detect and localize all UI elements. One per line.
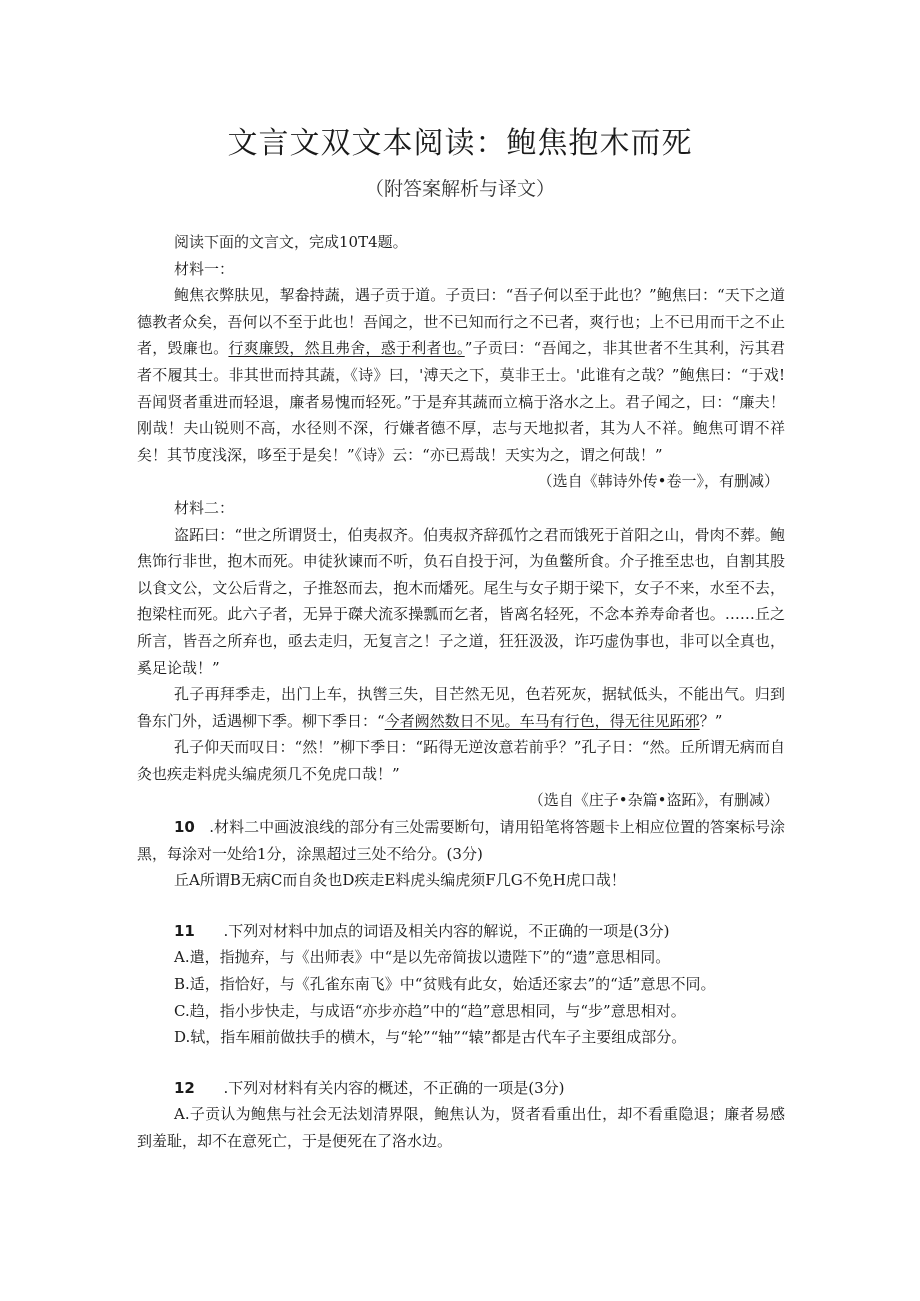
material1-source: （选自《韩诗外传•卷一》，有删减） — [537, 472, 779, 491]
question-11-option-a: A.遣，指抛弃，与《出师表》中“是以先帝简拔以遗陛下”的“遗”意思相同。 — [174, 948, 671, 967]
material2-paragraph-2 — [137, 681, 785, 734]
question-11-number: 11 — [174, 921, 195, 940]
material2-underlined-sentence: 今者阙然数日不见。车马有行色，得无往见跖邪 — [384, 711, 700, 730]
question-11-option-d: D.轼，指车厢前做扶手的横木，与“轮”“轴”“辕”都是古代车子主要组成部分。 — [174, 1028, 687, 1047]
document-body — [137, 229, 785, 1155]
question-10-number: 10 — [174, 818, 195, 837]
question-11-option-c: C.趋，指小步快走，与成语“亦步亦趋”中的“趋”意思相同，与“步”意思相对。 — [174, 1001, 686, 1020]
material1-text-b: ”子贡曰：“吾闻之，非其世者不生其利，污其君者不履其士。非其世而持其蔬，《诗》曰，'溥天之下，莫非王士。'此谁有之哉？”鲍焦曰：“于戏!吾闻贤者重进而轻退，廉者易愧而轻死。”于是弃其蔬而立槁于洛水之上。君子闻之，曰：“廉夫！刚哉！夫山锐则不高，水径则不深，行嫌者德不厚，志与天地拟者，其为人不祥。鲍焦可谓不祥矣！其节度浅深，哆至于是矣！”《诗》云：“亦已焉哉！天实为之，谓之何哉！” — [137, 339, 785, 464]
material1-underlined-sentence: 行爽廉毁，然且弗舍，惑于利者也。 — [228, 339, 465, 358]
question-12-stem: .下列对材料有关内容的概述，不正确的一项是(3分) — [223, 1078, 565, 1097]
material1-text — [137, 282, 785, 468]
question-11-stem: .下列对材料中加点的词语及相关内容的解说，不正确的一项是(3分) — [223, 921, 670, 940]
material1-text-a: 鲍焦衣弊肤见，挈畚持蔬，遇子贡于道。子贡曰：“吾子何以至于此也？”鲍焦曰：“天下之道德教者众矣，吾何以不至于此也！吾闻之，世不已知而行之不已者，爽行也；上不已用而干之不止者，毁廉也。 — [137, 286, 785, 358]
question-11 — [137, 918, 785, 945]
question-10 — [137, 814, 785, 867]
material1-label: 材料一： — [174, 259, 235, 278]
material2-paragraph-1: 盗跖曰：“世之所谓贤士，伯夷叔齐。伯夷叔齐辞孤竹之君而饿死于首阳之山，骨肉不葬。鲍焦饰行非世，抱木而死。申徒狄谏而不听，负石自投于河，为鱼鳖所食。介子推至忠也，自割其股以食文公，文公后背之，子推怒而去，抱木而燔死。尾生与女子期于梁下，女子不来，水至不去，抱梁柱而死。此六子者，无异于磔犬流豕操瓢而乞者，皆离名轻死，不念本养寿命者也。……丘之所言，皆吾之所弃也，亟去走归，无复言之！子之道，狂狂汲汲，诈巧虚伪事也，非可以全真也，奚足论哉！” — [137, 525, 785, 677]
question-12-number: 12 — [174, 1078, 195, 1097]
question-12 — [137, 1075, 785, 1102]
material2-p2-b: ？” — [699, 711, 723, 730]
question-10-options: 丘A所谓B无病C而自灸也D疾走E料虎头编虎须F几G不免H虎口哉！ — [174, 871, 626, 890]
page-subtitle: （附答案解析与译文） — [364, 178, 555, 200]
material2-source: （选自《庄子•杂篇•盗跖》，有删减） — [528, 791, 779, 810]
page-title: 文言文双文本阅读：鲍焦抱木而死 — [227, 126, 693, 161]
material2-paragraph-3: 孔子仰天而叹日：“然！”柳下季日：“跖得无逆汝意若前乎？”孔子日：“然。丘所谓无病而自灸也疾走料虎头编虎须几不免虎口哉！” — [137, 738, 785, 783]
material2-label: 材料二： — [174, 498, 235, 517]
question-12-option-a: A.子贡认为鲍焦与社会无法划清界限，鲍焦认为，贤者看重出仕，却不看重隐退；廉者易感到羞耻，却不在意死亡，于是便死在了洛水边。 — [137, 1105, 785, 1150]
question-10-text: .材料二中画波浪线的部分有三处需要断句，请用铅笔将答题卡上相应位置的答案标号涂黑，每涂对一处给1分，涂黑超过三处不给分。(3分) — [137, 818, 785, 863]
intro-instruction: 阅读下面的文言文，完成10T4题。 — [174, 233, 408, 251]
question-11-option-b: B.适，指恰好，与《孔雀东南飞》中“贫贱有此女，始适还家去”的“适”意思不同。 — [174, 975, 716, 994]
material2-p2-a: 孔子再拜季走，出门上车，执辔三失，目芒然无见，色若死灰，据轼低头，不能出气。归到鲁东门外，适遇柳下季。柳下季日：“ — [137, 685, 785, 730]
